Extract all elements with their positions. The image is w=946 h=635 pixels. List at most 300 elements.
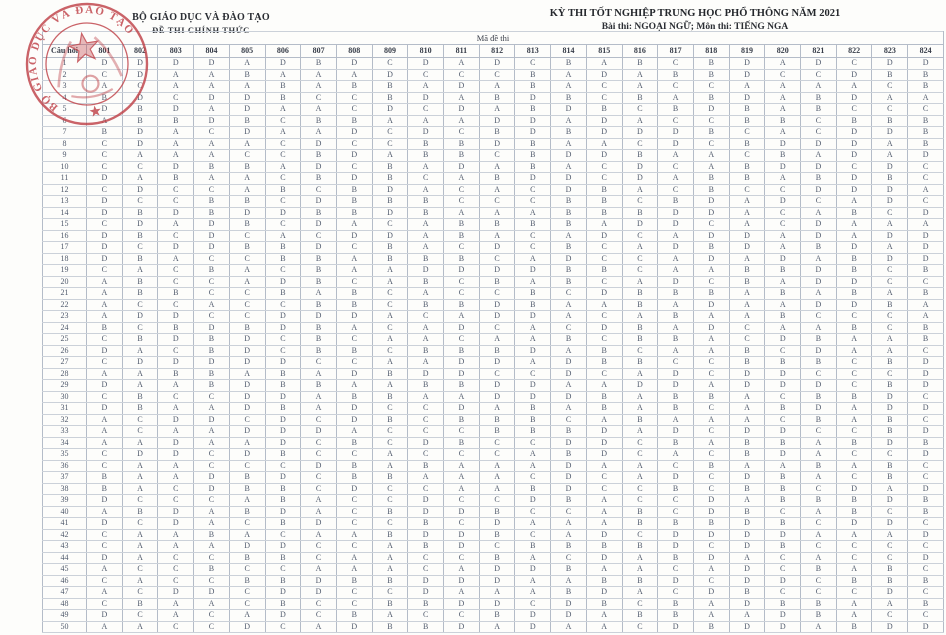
- answer-cell: C: [122, 426, 158, 438]
- question-number: 36: [43, 460, 87, 472]
- answer-cell: C: [408, 483, 444, 495]
- answer-cell: C: [444, 276, 480, 288]
- answer-cell: A: [801, 150, 837, 162]
- answer-cell: D: [729, 575, 765, 587]
- answer-cell: B: [908, 506, 944, 518]
- answer-cell: C: [336, 357, 372, 369]
- answer-cell: A: [908, 184, 944, 196]
- answer-cell: C: [729, 334, 765, 346]
- answer-cell: B: [908, 69, 944, 81]
- answer-cell: B: [515, 150, 551, 162]
- answer-cell: C: [872, 322, 908, 334]
- answer-cell: B: [408, 541, 444, 553]
- answer-cell: A: [479, 207, 515, 219]
- answer-cell: C: [908, 541, 944, 553]
- answer-cell: C: [408, 414, 444, 426]
- answer-cell: A: [408, 219, 444, 231]
- answer-cell: D: [87, 253, 123, 265]
- answer-cell: A: [515, 460, 551, 472]
- answer-cell: C: [158, 230, 194, 242]
- answer-cell: A: [729, 610, 765, 622]
- answer-cell: A: [158, 598, 194, 610]
- answer-cell: B: [122, 391, 158, 403]
- answer-cell: D: [408, 58, 444, 70]
- answer-cell: D: [908, 529, 944, 541]
- answer-cell: B: [408, 138, 444, 150]
- answer-cell: A: [408, 322, 444, 334]
- answer-cell: D: [336, 150, 372, 162]
- answer-cell: C: [372, 219, 408, 231]
- answer-cell: C: [622, 495, 658, 507]
- answer-cell: A: [444, 92, 480, 104]
- answer-cell: B: [479, 92, 515, 104]
- answer-row: [43, 138, 944, 150]
- answer-cell: A: [586, 138, 622, 150]
- answer-cell: A: [765, 104, 801, 116]
- answer-row: [43, 69, 944, 81]
- answer-cell: D: [908, 449, 944, 461]
- answer-cell: D: [194, 230, 230, 242]
- answer-cell: D: [551, 460, 587, 472]
- answer-cell: B: [515, 288, 551, 300]
- answer-cell: B: [444, 138, 480, 150]
- answer-row: [43, 518, 944, 530]
- answer-cell: A: [87, 115, 123, 127]
- answer-cell: A: [622, 276, 658, 288]
- answer-cell: A: [693, 161, 729, 173]
- answer-cell: C: [194, 127, 230, 139]
- answer-cell: B: [158, 288, 194, 300]
- answer-cell: B: [622, 334, 658, 346]
- answer-cell: A: [729, 403, 765, 415]
- answer-cell: B: [836, 253, 872, 265]
- answer-cell: A: [301, 391, 337, 403]
- code-header-811: 811: [444, 45, 480, 58]
- answer-cell: C: [765, 391, 801, 403]
- answer-cell: B: [301, 173, 337, 185]
- answer-cell: B: [194, 207, 230, 219]
- answer-cell: C: [586, 483, 622, 495]
- answer-cell: B: [836, 288, 872, 300]
- answer-cell: B: [515, 483, 551, 495]
- answer-cell: D: [479, 357, 515, 369]
- answer-cell: B: [408, 380, 444, 392]
- answer-cell: C: [265, 150, 301, 162]
- answer-cell: C: [158, 299, 194, 311]
- answer-cell: D: [372, 69, 408, 81]
- answer-cell: C: [551, 552, 587, 564]
- answer-cell: C: [765, 552, 801, 564]
- answer-cell: D: [336, 173, 372, 185]
- answer-cell: D: [872, 253, 908, 265]
- answer-cell: A: [372, 150, 408, 162]
- answer-cell: C: [122, 518, 158, 530]
- answer-cell: D: [693, 253, 729, 265]
- answer-cell: C: [765, 506, 801, 518]
- answer-cell: B: [301, 276, 337, 288]
- answer-cell: A: [801, 449, 837, 461]
- answer-cell: B: [658, 69, 694, 81]
- answer-cell: C: [122, 322, 158, 334]
- answer-cell: C: [658, 161, 694, 173]
- answer-cell: B: [515, 219, 551, 231]
- answer-cell: A: [301, 495, 337, 507]
- answer-cell: A: [122, 368, 158, 380]
- answer-cell: A: [836, 334, 872, 346]
- answer-cell: D: [872, 184, 908, 196]
- answer-cell: A: [372, 380, 408, 392]
- answer-cell: D: [693, 207, 729, 219]
- answer-cell: D: [87, 495, 123, 507]
- answer-cell: D: [408, 265, 444, 277]
- answer-cell: B: [336, 345, 372, 357]
- answer-cell: A: [836, 598, 872, 610]
- answer-cell: B: [444, 380, 480, 392]
- answer-cell: C: [265, 529, 301, 541]
- answer-cell: C: [158, 276, 194, 288]
- answer-cell: D: [229, 426, 265, 438]
- answer-row: [43, 58, 944, 70]
- answer-cell: C: [658, 495, 694, 507]
- answer-cell: C: [372, 345, 408, 357]
- answer-cell: D: [301, 196, 337, 208]
- answer-cell: C: [301, 437, 337, 449]
- answer-cell: C: [444, 288, 480, 300]
- question-number: 14: [43, 207, 87, 219]
- answer-cell: A: [586, 621, 622, 633]
- answer-cell: D: [301, 242, 337, 254]
- answer-cell: B: [515, 161, 551, 173]
- answer-cell: A: [194, 403, 230, 415]
- answer-cell: A: [729, 207, 765, 219]
- answer-cell: D: [765, 575, 801, 587]
- answer-cell: A: [408, 472, 444, 484]
- answer-cell: C: [158, 196, 194, 208]
- answer-cell: D: [836, 299, 872, 311]
- answer-cell: A: [801, 207, 837, 219]
- answer-cell: B: [872, 414, 908, 426]
- answer-cell: D: [444, 621, 480, 633]
- answer-cell: A: [693, 610, 729, 622]
- answer-cell: A: [801, 552, 837, 564]
- answer-cell: C: [586, 472, 622, 484]
- answer-cell: A: [622, 368, 658, 380]
- answer-cell: B: [479, 414, 515, 426]
- answer-cell: A: [872, 345, 908, 357]
- answer-cell: C: [87, 575, 123, 587]
- answer-cell: B: [336, 207, 372, 219]
- answer-cell: A: [765, 322, 801, 334]
- answer-cell: B: [515, 403, 551, 415]
- answer-cell: B: [194, 368, 230, 380]
- answer-cell: B: [265, 495, 301, 507]
- answer-cell: B: [801, 173, 837, 185]
- answer-cell: C: [122, 610, 158, 622]
- answer-cell: A: [729, 253, 765, 265]
- answer-cell: D: [693, 587, 729, 599]
- answer-cell: C: [265, 299, 301, 311]
- question-number: 43: [43, 541, 87, 553]
- code-header-823: 823: [872, 45, 908, 58]
- answer-cell: A: [301, 81, 337, 93]
- answer-cell: D: [729, 242, 765, 254]
- answer-cell: A: [229, 58, 265, 70]
- answer-cell: A: [372, 276, 408, 288]
- answer-cell: C: [658, 58, 694, 70]
- answer-cell: C: [265, 138, 301, 150]
- answer-cell: A: [872, 598, 908, 610]
- answer-cell: D: [872, 437, 908, 449]
- answer-cell: C: [801, 483, 837, 495]
- question-number: 38: [43, 483, 87, 495]
- question-number: 34: [43, 437, 87, 449]
- answer-cell: C: [158, 495, 194, 507]
- answer-cell: B: [229, 483, 265, 495]
- answer-cell: A: [872, 242, 908, 254]
- question-number: 19: [43, 265, 87, 277]
- answer-cell: B: [551, 276, 587, 288]
- answer-cell: D: [908, 357, 944, 369]
- answer-cell: C: [372, 322, 408, 334]
- answer-cell: A: [301, 104, 337, 116]
- answer-cell: C: [515, 529, 551, 541]
- answer-cell: D: [158, 311, 194, 323]
- answer-row: [43, 127, 944, 139]
- answer-cell: C: [444, 242, 480, 254]
- answer-cell: B: [693, 184, 729, 196]
- answer-cell: D: [87, 196, 123, 208]
- answer-cell: D: [444, 357, 480, 369]
- answer-cell: A: [229, 529, 265, 541]
- answer-cell: D: [265, 472, 301, 484]
- answer-cell: D: [801, 138, 837, 150]
- answer-row: [43, 184, 944, 196]
- answer-cell: D: [658, 621, 694, 633]
- answer-cell: C: [479, 368, 515, 380]
- answer-cell: A: [693, 265, 729, 277]
- answer-cell: C: [229, 299, 265, 311]
- answer-cell: B: [301, 322, 337, 334]
- answer-cell: A: [444, 564, 480, 576]
- answer-cell: A: [194, 150, 230, 162]
- answer-cell: B: [658, 196, 694, 208]
- answer-cell: A: [479, 184, 515, 196]
- answer-cell: A: [872, 334, 908, 346]
- answer-cell: A: [444, 115, 480, 127]
- answer-cell: C: [693, 403, 729, 415]
- answer-cell: C: [622, 253, 658, 265]
- answer-cell: D: [87, 173, 123, 185]
- answer-row: [43, 345, 944, 357]
- answer-cell: D: [122, 184, 158, 196]
- answer-cell: C: [693, 115, 729, 127]
- answer-cell: C: [122, 587, 158, 599]
- answer-cell: C: [265, 219, 301, 231]
- answer-cell: C: [158, 564, 194, 576]
- answer-cell: A: [801, 437, 837, 449]
- answer-row: [43, 472, 944, 484]
- answer-row: [43, 541, 944, 553]
- answer-cell: B: [908, 495, 944, 507]
- answer-cell: A: [122, 380, 158, 392]
- answer-cell: D: [229, 207, 265, 219]
- answer-cell: D: [658, 276, 694, 288]
- answer-cell: A: [515, 334, 551, 346]
- answer-cell: A: [444, 472, 480, 484]
- answer-cell: A: [372, 334, 408, 346]
- answer-cell: B: [908, 138, 944, 150]
- answer-cell: B: [729, 265, 765, 277]
- question-number: 13: [43, 196, 87, 208]
- answer-cell: D: [194, 414, 230, 426]
- answer-cell: D: [301, 426, 337, 438]
- answer-cell: A: [229, 437, 265, 449]
- answer-cell: B: [801, 495, 837, 507]
- answer-cell: D: [836, 184, 872, 196]
- answer-cell: A: [87, 311, 123, 323]
- answer-cell: A: [658, 230, 694, 242]
- answer-cell: B: [194, 265, 230, 277]
- answer-cell: D: [586, 437, 622, 449]
- answer-cell: C: [908, 173, 944, 185]
- answer-cell: B: [551, 196, 587, 208]
- answer-cell: C: [586, 368, 622, 380]
- answer-cell: B: [908, 288, 944, 300]
- answer-cell: A: [515, 357, 551, 369]
- answer-cell: C: [908, 196, 944, 208]
- answer-cell: D: [372, 230, 408, 242]
- answer-cell: D: [194, 92, 230, 104]
- answer-cell: A: [551, 311, 587, 323]
- answer-cell: A: [551, 345, 587, 357]
- answer-cell: B: [836, 391, 872, 403]
- exam-title-block: [452, 8, 938, 32]
- answer-cell: B: [693, 621, 729, 633]
- answer-cell: C: [301, 92, 337, 104]
- answer-cell: A: [836, 460, 872, 472]
- answer-cell: C: [336, 587, 372, 599]
- answer-row: [43, 322, 944, 334]
- answer-cell: D: [801, 230, 837, 242]
- question-number: 49: [43, 610, 87, 622]
- answer-cell: A: [229, 276, 265, 288]
- answer-cell: A: [765, 92, 801, 104]
- answer-cell: A: [336, 380, 372, 392]
- answer-row: [43, 621, 944, 633]
- answer-cell: B: [801, 610, 837, 622]
- answer-cell: B: [194, 380, 230, 392]
- answer-cell: D: [444, 161, 480, 173]
- answer-cell: D: [336, 230, 372, 242]
- answer-cell: B: [801, 104, 837, 116]
- code-header-815: 815: [586, 45, 622, 58]
- answer-cell: D: [586, 552, 622, 564]
- answer-cell: B: [765, 265, 801, 277]
- answer-cell: A: [658, 345, 694, 357]
- answer-cell: A: [515, 253, 551, 265]
- answer-cell: D: [729, 598, 765, 610]
- answer-cell: C: [87, 138, 123, 150]
- answer-cell: A: [479, 587, 515, 599]
- answer-cell: C: [872, 541, 908, 553]
- answer-cell: A: [551, 529, 587, 541]
- answer-cell: A: [408, 184, 444, 196]
- answer-cell: B: [622, 610, 658, 622]
- answer-cell: B: [229, 115, 265, 127]
- answer-cell: C: [801, 587, 837, 599]
- answer-cell: D: [444, 529, 480, 541]
- answer-cell: A: [158, 81, 194, 93]
- answer-cell: A: [836, 403, 872, 415]
- answer-cell: D: [87, 552, 123, 564]
- answer-cell: B: [872, 575, 908, 587]
- answer-cell: C: [586, 92, 622, 104]
- answer-cell: D: [729, 69, 765, 81]
- answer-cell: B: [729, 104, 765, 116]
- answer-cell: A: [836, 529, 872, 541]
- answer-cell: A: [87, 621, 123, 633]
- answer-cell: A: [408, 81, 444, 93]
- answer-cell: B: [765, 437, 801, 449]
- answer-cell: C: [908, 276, 944, 288]
- answer-cell: D: [551, 357, 587, 369]
- answer-cell: D: [229, 403, 265, 415]
- answer-cell: C: [158, 391, 194, 403]
- answer-cell: C: [301, 610, 337, 622]
- answer-cell: B: [693, 127, 729, 139]
- answer-cell: D: [658, 368, 694, 380]
- answer-row: [43, 357, 944, 369]
- answer-cell: C: [622, 196, 658, 208]
- answer-cell: C: [122, 299, 158, 311]
- answer-cell: C: [265, 345, 301, 357]
- answer-cell: C: [194, 621, 230, 633]
- answer-cell: D: [836, 69, 872, 81]
- question-number: 1: [43, 58, 87, 70]
- answer-cell: D: [586, 127, 622, 139]
- answer-cell: A: [586, 380, 622, 392]
- answer-cell: A: [729, 552, 765, 564]
- answer-cell: B: [408, 207, 444, 219]
- answer-cell: D: [551, 437, 587, 449]
- answer-cell: A: [479, 81, 515, 93]
- answer-row: [43, 288, 944, 300]
- answer-cell: A: [336, 529, 372, 541]
- question-number: 2: [43, 69, 87, 81]
- answer-cell: B: [444, 437, 480, 449]
- answer-cell: C: [408, 311, 444, 323]
- answer-cell: A: [301, 69, 337, 81]
- answer-cell: A: [229, 81, 265, 93]
- answer-cell: D: [158, 518, 194, 530]
- question-number: 45: [43, 564, 87, 576]
- answer-cell: B: [586, 357, 622, 369]
- exam-code-group-label: Mã đề thi: [43, 32, 944, 45]
- answer-cell: A: [551, 299, 587, 311]
- answer-cell: A: [265, 69, 301, 81]
- answer-cell: D: [265, 587, 301, 599]
- answer-cell: B: [801, 414, 837, 426]
- answer-cell: B: [872, 173, 908, 185]
- question-number: 8: [43, 138, 87, 150]
- answer-cell: D: [801, 403, 837, 415]
- answer-cell: B: [551, 58, 587, 70]
- answer-cell: C: [836, 449, 872, 461]
- answer-cell: D: [87, 230, 123, 242]
- answer-cell: D: [265, 541, 301, 553]
- answer-cell: A: [729, 288, 765, 300]
- answer-cell: D: [158, 104, 194, 116]
